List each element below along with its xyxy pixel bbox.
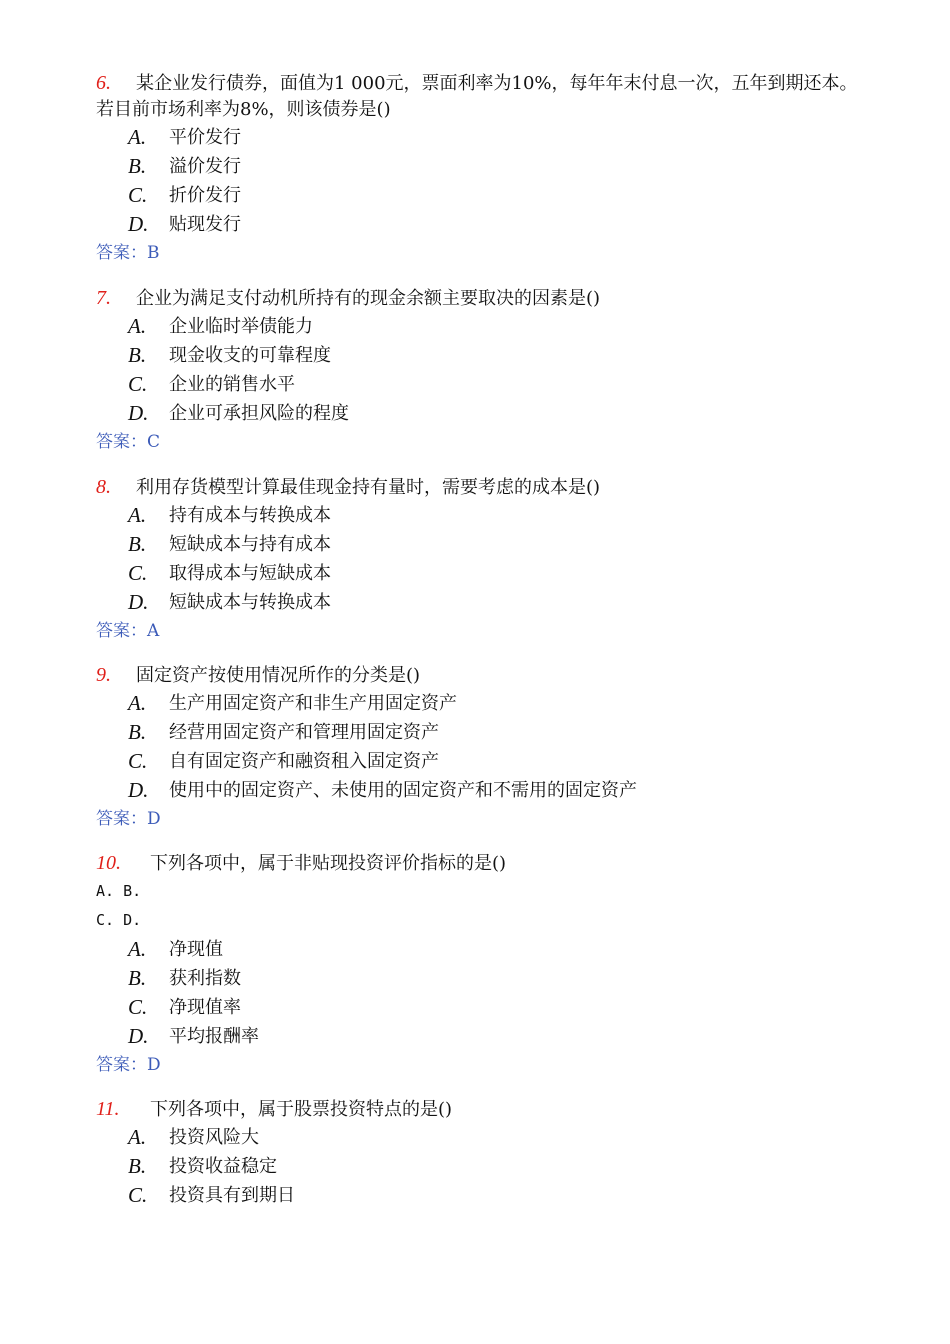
blank-options-line: A. B. (96, 882, 142, 900)
question-stem (96, 1096, 916, 1123)
option-text: 溢价发行 (169, 156, 241, 177)
question-10 (96, 850, 916, 1079)
option-letter: B. (128, 532, 147, 556)
option-c (96, 559, 916, 588)
question-9 (96, 662, 916, 833)
option-text: 短缺成本与持有成本 (169, 534, 331, 555)
option-d (96, 776, 916, 805)
option-b (96, 964, 916, 993)
question-number: 7. (96, 287, 111, 309)
option-text: 短缺成本与转换成本 (169, 592, 331, 613)
question-text: 固定资产按使用情况所作的分类是() (136, 665, 421, 686)
option-c (96, 370, 916, 399)
option-text: 持有成本与转换成本 (169, 505, 331, 526)
question-7 (96, 285, 916, 456)
option-text: 企业临时举债能力 (169, 316, 313, 337)
question-number: 6. (96, 72, 111, 94)
question-text: 某企业发行债券，面值为1 000元，票面利率为10%，每年年末付息一次，五年到期还本。 (136, 73, 858, 94)
question-11 (96, 1096, 916, 1210)
option-letter: B. (128, 154, 147, 178)
answer-line: 答案：A (96, 621, 160, 641)
question-stem (96, 285, 916, 312)
option-a (96, 123, 916, 152)
option-text: 获利指数 (169, 968, 241, 989)
question-number: 10. (96, 852, 121, 874)
option-letter: B. (128, 1154, 147, 1178)
option-text: 使用中的固定资产、未使用的固定资产和不需用的固定资产 (169, 780, 637, 801)
option-letter: C. (128, 372, 148, 396)
option-text: 贴现发行 (169, 214, 241, 235)
question-number: 8. (96, 476, 111, 498)
option-d (96, 210, 916, 239)
option-letter: C. (128, 1183, 148, 1207)
option-a (96, 689, 916, 718)
option-text: 平价发行 (169, 127, 241, 148)
option-b (96, 718, 916, 747)
option-a (96, 312, 916, 341)
option-text: 投资风险大 (169, 1127, 259, 1148)
option-b (96, 1152, 916, 1181)
option-a (96, 1123, 916, 1152)
option-text: 平均报酬率 (169, 1026, 259, 1047)
option-b (96, 341, 916, 370)
question-stem (96, 474, 916, 501)
option-text: 企业可承担风险的程度 (169, 403, 349, 424)
question-number: 11. (96, 1098, 120, 1120)
question-6 (96, 70, 916, 267)
option-text: 现金收支的可靠程度 (169, 345, 331, 366)
option-a (96, 501, 916, 530)
option-letter: A. (128, 937, 147, 961)
question-stem (96, 850, 916, 877)
option-letter: D. (128, 401, 149, 425)
answer-line: 答案：C (96, 432, 161, 452)
option-d (96, 588, 916, 617)
option-letter: D. (128, 212, 149, 236)
option-c (96, 1181, 916, 1210)
option-letter: C. (128, 749, 148, 773)
answer-line: 答案：D (96, 1055, 161, 1075)
option-c (96, 747, 916, 776)
answer-line: 答案：B (96, 243, 160, 263)
option-letter: D. (128, 1024, 149, 1048)
question-stem (96, 662, 916, 689)
option-d (96, 1022, 916, 1051)
option-text: 经营用固定资产和管理用固定资产 (169, 722, 439, 743)
option-letter: B. (128, 343, 147, 367)
option-text: 净现值率 (169, 997, 241, 1018)
option-letter: A. (128, 503, 147, 527)
option-letter: B. (128, 966, 147, 990)
question-text: 下列各项中，属于股票投资特点的是() (150, 1099, 453, 1120)
option-letter: C. (128, 561, 148, 585)
option-b (96, 152, 916, 181)
blank-options-line: C. D. (96, 911, 142, 929)
option-a (96, 935, 916, 964)
option-b (96, 530, 916, 559)
option-text: 企业的销售水平 (169, 374, 295, 395)
question-text: 下列各项中，属于非贴现投资评价指标的是() (150, 853, 507, 874)
question-text-continuation: 若目前市场利率为8%，则该债券是() (96, 99, 391, 120)
option-text: 自有固定资产和融资租入固定资产 (169, 751, 439, 772)
option-letter: C. (128, 183, 148, 207)
option-letter: B. (128, 720, 147, 744)
option-c (96, 181, 916, 210)
question-stem (96, 70, 916, 97)
option-text: 取得成本与短缺成本 (169, 563, 331, 584)
option-text: 投资具有到期日 (169, 1185, 295, 1206)
option-letter: D. (128, 590, 149, 614)
option-letter: D. (128, 778, 149, 802)
option-letter: A. (128, 125, 147, 149)
option-letter: A. (128, 1125, 147, 1149)
option-letter: C. (128, 995, 148, 1019)
question-number: 9. (96, 664, 111, 686)
option-text: 投资收益稳定 (169, 1156, 277, 1177)
option-text: 折价发行 (169, 185, 241, 206)
option-letter: A. (128, 314, 147, 338)
question-text: 企业为满足支付动机所持有的现金余额主要取决的因素是() (136, 288, 601, 309)
question-text: 利用存货模型计算最佳现金持有量时，需要考虑的成本是() (136, 477, 601, 498)
option-c (96, 993, 916, 1022)
answer-line: 答案：D (96, 809, 161, 829)
option-text: 净现值 (169, 939, 223, 960)
option-letter: A. (128, 691, 147, 715)
option-d (96, 399, 916, 428)
question-8 (96, 474, 916, 645)
option-text: 生产用固定资产和非生产用固定资产 (169, 693, 457, 714)
